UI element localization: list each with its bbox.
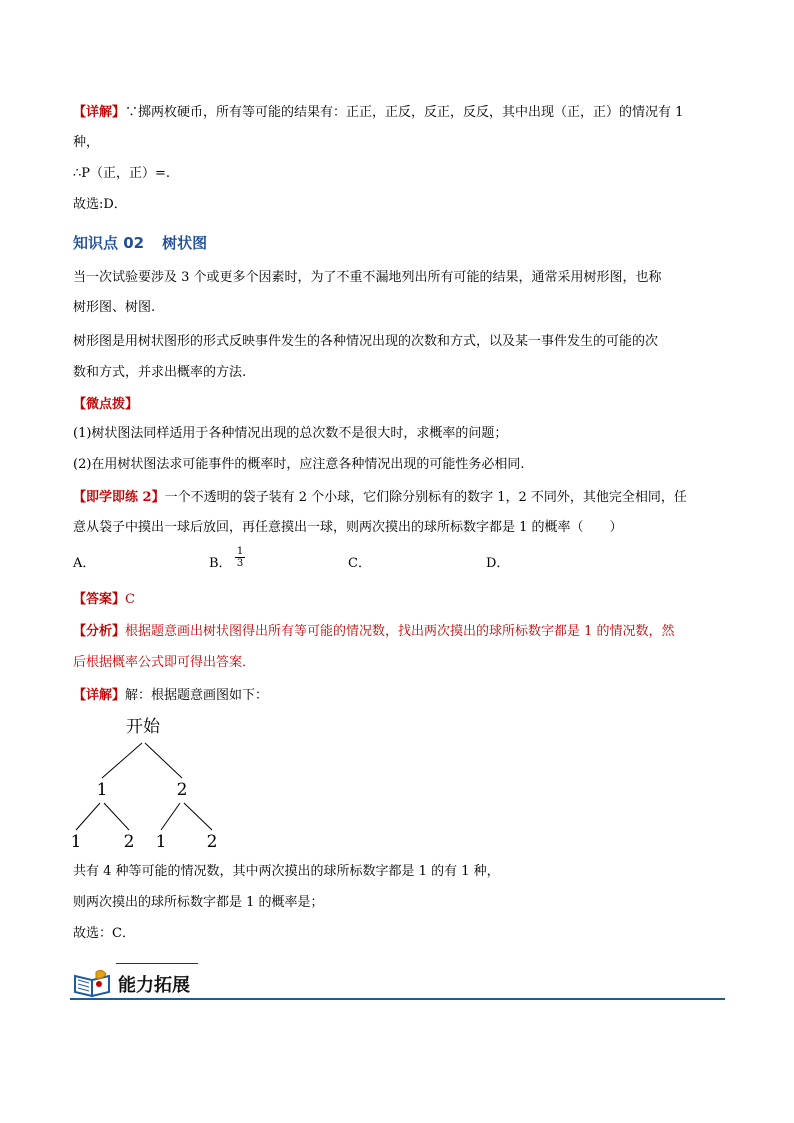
analysis-tag: 【分析】 xyxy=(73,624,126,639)
analysis-line2: 后根据概率公式即可得出答案． xyxy=(73,655,256,670)
para1-line2: 树形图、树图. xyxy=(73,300,156,315)
detail1-tag: 【详解】 xyxy=(73,105,126,120)
practice-tag: 【即学即练 2】 xyxy=(73,490,165,505)
detail1-text3: ∴P（正，正）=. xyxy=(73,166,171,181)
tree-edge xyxy=(161,803,180,830)
conclusion-line2: 则两次摸出的球所标数字都是 1 的概率是； xyxy=(73,895,324,910)
option-d: D． xyxy=(486,556,510,571)
fraction-numerator: 1 xyxy=(236,546,244,557)
banner-title: 能力拓展 xyxy=(118,975,190,996)
detail1-text4: 故选:D． xyxy=(73,197,127,212)
practice-text1: 一个不透明的袋子装有 2 个小球，它们除分别标有的数字 1，2 不同外，其他完全相同，任 xyxy=(164,490,687,505)
para2-line1: 树形图是用树状图形的形式反映事件发生的各种情况出现的次数和方式，以及某一事件发生的可能的次 xyxy=(73,334,659,349)
analysis-text1: 根据题意画出树状图得出所有等可能的情况数，找出两次摸出的球所标数字都是 1 的情况数，然 xyxy=(125,624,675,639)
tree-leaf-1: 1 xyxy=(70,832,82,852)
analysis-line1 xyxy=(73,622,675,642)
option-a: A． xyxy=(73,556,96,571)
tree-edge xyxy=(184,803,212,830)
option-b-fraction xyxy=(235,546,245,569)
detail2-text: 解：根据题意画图如下： xyxy=(125,688,269,703)
answer-line xyxy=(73,590,135,610)
fraction-denominator: 3 xyxy=(236,558,244,569)
section-heading xyxy=(73,232,207,253)
detail1-text2: 种， xyxy=(73,135,100,150)
banner-top-line xyxy=(116,963,198,964)
detail1-line1 xyxy=(73,103,683,123)
answer-value: C xyxy=(125,592,135,607)
tip-tag: 【微点拨】 xyxy=(73,397,139,412)
tip-item1: (1)树状图法同样适用于各种情况出现的总次数不是很大时，求概率的问题； xyxy=(73,426,508,441)
option-c: C． xyxy=(348,556,371,571)
tree-diagram xyxy=(60,708,240,853)
tree-leaf-2: 2 xyxy=(123,832,135,852)
tree-leaf-3: 1 xyxy=(155,832,167,852)
section-banner xyxy=(70,962,725,1002)
tree-edge xyxy=(104,803,129,830)
para2-line2: 数和方式，并求出概率的方法. xyxy=(73,365,247,380)
tip-item2: (2)在用树状图法求可能事件的概率时，应注意各种情况出现的可能性务必相同. xyxy=(73,457,525,472)
detail2-tag: 【详解】 xyxy=(73,688,126,703)
tree-node-1: 1 xyxy=(96,780,108,800)
tree-edge xyxy=(145,743,182,778)
detail2-line xyxy=(73,686,268,706)
tree-node-2: 2 xyxy=(176,780,188,800)
conclusion-line1: 共有 4 种等可能的情况数，其中两次摸出的球所标数字都是 1 的有 1 种， xyxy=(73,864,500,879)
detail1-text1: ∵掷两枚硬币，所有等可能的结果有：正正，正反，反正，反反，其中出现（正，正）的情况有 1 xyxy=(125,105,684,120)
tree-edge xyxy=(76,803,100,830)
section-label: 知识点 02 xyxy=(73,234,145,252)
tree-root: 开始 xyxy=(126,717,160,737)
section-title: 树状图 xyxy=(162,234,208,252)
tree-edge xyxy=(102,743,142,778)
practice-line2: 意从袋子中摸出一球后放回，再任意摸出一球，则两次摸出的球所标数字都是 1 的概率（ ） xyxy=(73,520,623,535)
book-icon xyxy=(72,968,114,998)
tree-leaf-4: 2 xyxy=(206,832,218,852)
option-b: B． xyxy=(209,556,232,571)
answer-tag: 【答案】 xyxy=(73,592,126,607)
practice-line1 xyxy=(73,488,687,508)
banner-rule xyxy=(70,998,725,1000)
para1-line1: 当一次试验要涉及 3 个或更多个因素时，为了不重不漏地列出所有可能的结果，通常采用树形图，也称 xyxy=(73,270,662,285)
conclusion-line3: 故选：C． xyxy=(73,926,135,941)
